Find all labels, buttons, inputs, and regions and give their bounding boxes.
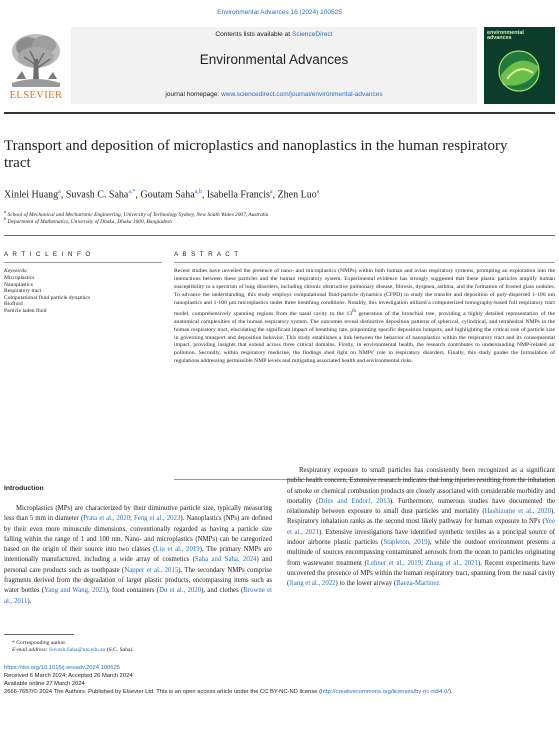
journal-header xyxy=(4,27,555,104)
body-text: ) to the lower airway ( xyxy=(335,580,397,588)
cover-art-icon xyxy=(489,45,550,97)
affiliation-b xyxy=(4,215,555,226)
email-note xyxy=(12,646,134,654)
body-text: ; xyxy=(421,559,426,567)
body-text: ), and clothes ( xyxy=(201,587,244,595)
keyword-item: Computational fluid particle dynamics xyxy=(4,294,91,301)
abstract-text-part: generation of the bronchial tree, providing a highly detailed representation of the anatomical complexities of the human respiratory system. The outcomes reveal distinctive deposition patterns of spherical, cylindrical, and tetrahedral NMPs in the human respiratory tract, elucidating the significant impact of breathing rate, pinpointing specific deposition hotspots, and highlighting the critical role of particle size in governing transport and deposition behavior. This study establishes a link between the behavior of nanoplastics within the respiratory tract and its consequential impact, providing insights that extend across three critical domains. Firstly, in environmental health, the research contributes to understanding NMP-related air pollution. Secondly, within respiratory medicine, the findings shed light on NMPs' role in respiratory disorders. Finally, this study guides the formulation of regulations addressing permissible NMP levels and mitigating associated health and environmental risks. xyxy=(174,310,555,365)
article-info-heading: A R T I C L E I N F O xyxy=(4,251,92,258)
abstract-text xyxy=(174,268,555,366)
homepage-prefix: journal homepage: xyxy=(165,91,222,98)
license-end: ). xyxy=(448,689,453,695)
citation-link[interactable]: Dries and Endorf, 2013 xyxy=(318,497,390,505)
introduction-heading: Introduction xyxy=(4,485,44,492)
citation-link[interactable]: Liu et al., 2019 xyxy=(155,546,200,554)
intro-left-column xyxy=(4,504,272,607)
body-text: ). The secondary NMPs comprise fragments derived from the degradation of larger plastic products, encompassing items such as water bottles ( xyxy=(4,566,272,595)
citation-link[interactable]: Zhang et al., 2021 xyxy=(425,559,478,567)
citation-link[interactable]: Napper et al., 2015 xyxy=(124,566,179,574)
citation-link[interactable]: Yang and Wang, 2023 xyxy=(44,587,106,595)
email-suffix: (S.C. Saha). xyxy=(105,647,134,653)
body-text: ), food containers ( xyxy=(105,587,160,595)
citation-link[interactable]: Jiang et al., 2022 xyxy=(289,580,336,588)
body-text: ). The primary NMPs are intentionally manufactured, including a wide array of cosmetics ( xyxy=(4,546,272,564)
author-affiliation-mark[interactable]: a xyxy=(269,189,273,195)
license-statement xyxy=(4,688,555,696)
body-text: ), while the outdoor environment presents a multitude of sources encompassing contaminated aerosols from the ocean to particles originating from wastewater treatment ( xyxy=(287,539,556,567)
journal-citation-link[interactable]: Environmental Advances 16 (2024) 100525 xyxy=(217,9,342,16)
author-email-link[interactable]: Suvash.Saha@uts.edu.au xyxy=(49,647,106,653)
body-text: ). xyxy=(27,597,32,605)
author-affiliation-mark[interactable]: a xyxy=(316,189,320,195)
journal-info-box xyxy=(71,27,477,104)
citation-link[interactable]: Hashizume et al., 2020 xyxy=(484,508,552,516)
license-link[interactable]: http://creativecommons.org/licenses/by-nc-nd/4.0/ xyxy=(321,689,449,695)
citation-link[interactable]: Prata et al., 2020 xyxy=(83,515,131,523)
body-text: ) and personal care products such as toothpaste ( xyxy=(4,556,272,574)
cover-title-bottom: advances xyxy=(487,35,512,42)
cover-title-top: environmental xyxy=(487,30,524,36)
homepage-line xyxy=(71,91,477,98)
elsevier-tree-icon xyxy=(6,29,66,89)
body-text: ). Nanoplastics (NPs) are defined by their even more minuscule dimensions, conventionally regarded as having a particle size falling within the range of 1 and 100 nm. Nano- and microplastics (NMPs) can be categorized based on the origin of their source into two classes ( xyxy=(4,515,272,554)
author-affiliation-mark[interactable]: a xyxy=(58,189,61,195)
author-name[interactable]: Isabella Francis xyxy=(206,189,270,201)
keyword-item: Nanoplastics xyxy=(4,281,33,288)
journal-cover[interactable] xyxy=(484,27,555,104)
elsevier-logo[interactable] xyxy=(4,27,68,104)
body-text: Microplastics (MPs) are characterized by their diminutive particle size, typically measuring less than 5 mm in diameter ( xyxy=(4,505,272,523)
author-affiliation-mark[interactable]: a,* xyxy=(128,189,136,195)
online-date: Available online 27 March 2024 xyxy=(4,681,85,687)
body-text: ). Recent experiments have uncovered the presence of MPs within the human respiratory tract, spanning from the nasal cavity ( xyxy=(287,559,556,588)
journal-name: Environmental Advances xyxy=(199,52,349,67)
contents-line xyxy=(71,31,477,38)
abstract-heading: A B S T R A C T xyxy=(174,251,240,258)
author-list: Xinlei Huang$^a$, Suvash C. Saha$^{a,*}$, Goutam Saha$^{a,b}$, Isabella Francis$^a$, Zhen Luo$^a$ xyxy=(4,189,320,201)
affiliation-text: School of Mechanical and Mechatronic Engineering, University of Technology Sydney, New South Wales 2007, Australia xyxy=(7,211,269,218)
citation-link[interactable]: Baeza-Martinez xyxy=(396,580,440,588)
journal-homepage-link[interactable]: www.sciencedirect.com/journal/environmental-advances xyxy=(221,91,383,98)
citation-link[interactable]: Saha and Saha, 2024 xyxy=(194,556,257,564)
body-text: ). Respiratory inhalation ranks as the second most likely pathway for human exposure to NPs ( xyxy=(287,508,555,526)
email-label: E-mail address: xyxy=(12,647,50,653)
keywords-label: Keywords: xyxy=(4,268,29,274)
elsevier-wordmark: ELSEVIER xyxy=(9,90,63,101)
abstract-superscript: th xyxy=(352,308,356,314)
intro-right-column xyxy=(287,466,555,590)
footnote-rule xyxy=(4,634,74,635)
corresponding-author-note: * Corresponding author. xyxy=(12,640,67,646)
body-text: ). Extensive investigations have identified synthetic textiles as a principal source of indoor airborne plastic particles ( xyxy=(287,528,556,547)
contents-prefix: Contents lists available at xyxy=(215,31,292,38)
body-text: ). Furthermore, numerous studies have documented the relationship between exposure to small dust particles and mortality ( xyxy=(287,497,555,516)
article-info-rule xyxy=(4,262,162,263)
citation-link[interactable]: Stapleton, 2019 xyxy=(383,539,428,547)
citation-link[interactable]: Du et al., 2020 xyxy=(159,587,202,595)
citation-link[interactable]: Feng et al., 2023 xyxy=(133,515,181,523)
keyword-item: Biofluid xyxy=(4,301,23,308)
license-text: 2666-7657/© 2024 The Authors. Published by Elsevier Ltd. This is an open access article under the CC BY-NC-ND license ( xyxy=(4,689,322,695)
affiliation-mark: b xyxy=(4,216,7,221)
citation-link[interactable]: Browne et al., 2011 xyxy=(4,587,272,605)
abstract-rule xyxy=(174,262,555,263)
sciencedirect-link[interactable]: ScienceDirect xyxy=(291,31,333,38)
abstract-text-part: Recent studies have unveiled the presence of nano- and microplastics (NMPs) within both human and avian respiratory systems, prompting an exploration into the interactions between these particles and the human respiratory system. Experimental evidence has strongly suggested that these plastic particles amplify human susceptibility to a spectrum of lung disorders, including chronic obstructive pulmonary disease, fibrosis, dyspnea, asthma, and the formation of frosted glass nodules. To advance the understanding, this study employs computational fluid-particle dynamics (CFPD) to study the transfer and deposition of poly-dispersed 1-100 nm nanoplastics and 1-100 µm microplastics under three breathing conditions. Notably, this investigation utilized a computerized tomography-based full respiratory tract model, comprehensively spanning regions from the nasal cavity to the 13 xyxy=(174,268,555,317)
citation-link[interactable]: Yee et al., 2021 xyxy=(287,518,555,536)
keyword-item: Particle laden fluid xyxy=(4,307,47,314)
section-rule xyxy=(4,235,555,236)
keyword-item: Microplastics xyxy=(4,275,35,281)
header-rule xyxy=(4,112,555,114)
affiliation-mark: a xyxy=(4,209,7,214)
author-name[interactable]: Xinlei Huang xyxy=(4,189,59,201)
keyword-list xyxy=(4,275,90,314)
author-name[interactable]: Suvash C. Saha xyxy=(65,189,129,201)
body-text: ; xyxy=(130,515,134,523)
corresponding-text: Corresponding author. xyxy=(16,640,67,646)
author-affiliation-mark[interactable]: a,b xyxy=(194,189,202,195)
author-name[interactable]: Goutam Saha xyxy=(140,189,195,201)
doi-link[interactable]: https://doi.org/10.1016/j.envadv.2024.100525 xyxy=(4,665,120,671)
article-title: Transport and deposition of microplastics and nanoplastics in the human respiratory tract xyxy=(4,138,508,171)
citation-link[interactable]: Lehner et al., 2019 xyxy=(366,559,422,567)
author-name[interactable]: Zhen Luo xyxy=(277,189,317,201)
body-text: Respiratory exposure to small particles has consistently been recognized as a significant public health concern. Extensive research indicates that lung injuries resulting from the inhalation of smoke or chemical combustion products are closely associated with considerable morbidity and mortality ( xyxy=(287,467,555,505)
keyword-item: Respiratory tract xyxy=(4,288,42,295)
received-dates: Received 6 March 2024; Accepted 26 March 2024 xyxy=(4,673,133,679)
affiliation-text: Department of Mathematics, University of Dhaka, Dhaka 1000, Bangladesh xyxy=(7,218,172,225)
cover-title xyxy=(487,31,524,42)
